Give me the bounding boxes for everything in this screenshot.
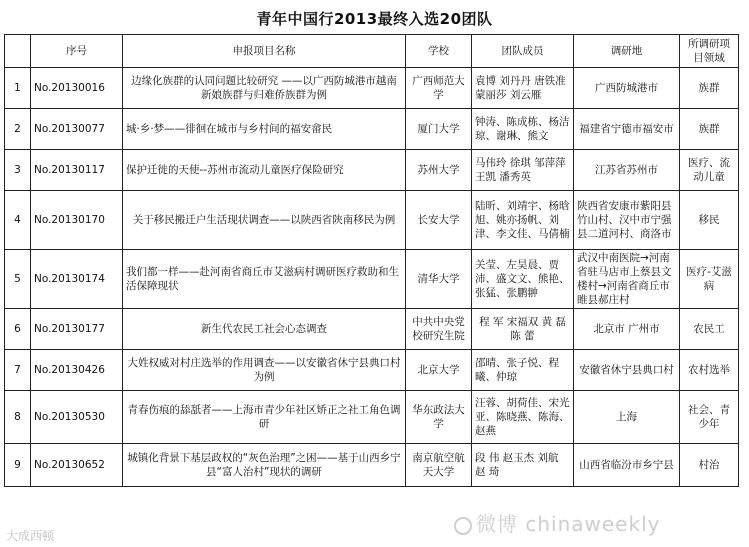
cell-serial: No.20130077	[31, 109, 123, 150]
header-field: 所调研项目领域	[680, 35, 739, 68]
cell-project: 保护迁徙的天使--苏州市流动儿童医疗保险研究	[123, 150, 406, 191]
cell-index: 9	[5, 444, 31, 487]
cell-school: 北京大学	[406, 350, 472, 391]
cell-serial: No.20130177	[31, 309, 123, 350]
cell-field: 社会、青少年	[680, 391, 739, 444]
cell-members: 钟涛、陈成栋、杨洁琼、谢琳、熊文	[472, 109, 574, 150]
cell-location: 福建省宁德市福安市	[574, 109, 680, 150]
cell-serial: No.20130652	[31, 444, 123, 487]
cell-field: 族群	[680, 109, 739, 150]
cell-location: 山西省临汾市乡宁县	[574, 444, 680, 487]
cell-members: 邵晴、张子悦、程曦、仲琼	[472, 350, 574, 391]
cell-project: 大姓权威对村庄选举的作用调查——以安徽省休宁县典口村为例	[123, 350, 406, 391]
table-row	[5, 191, 739, 250]
table-row	[5, 109, 739, 150]
cell-field: 村治	[680, 444, 739, 487]
cell-serial: No.20130117	[31, 150, 123, 191]
cell-school: 华东政法大学	[406, 391, 472, 444]
table-row	[5, 350, 739, 391]
watermark-right-text: 微博 chinaweekly	[476, 512, 661, 536]
cell-index: 3	[5, 150, 31, 191]
cell-project: 关于移民搬迁户生活现状调查——以陕西省陕南移民为例	[123, 191, 406, 250]
table-row	[5, 250, 739, 309]
weibo-icon	[454, 517, 472, 535]
cell-members	[472, 250, 574, 309]
cell-field: 农民工	[680, 309, 739, 350]
cell-index: 4	[5, 191, 31, 250]
members-text: 关莹、左昊晨、贾沛、盛文文、熊艳、张猛、张鹏翀	[475, 259, 570, 299]
header-members: 团队成员	[472, 35, 574, 68]
cell-field: 族群	[680, 68, 739, 109]
cell-school: 长安大学	[406, 191, 472, 250]
cell-members: 马伟玲 徐琪 邹萍萍 王凯 潘秀英	[472, 150, 574, 191]
cell-index: 5	[5, 250, 31, 309]
cell-school: 清华大学	[406, 250, 472, 309]
cell-school: 南京航空航天大学	[406, 444, 472, 487]
cell-serial: No.20130174	[31, 250, 123, 309]
cell-school: 中共中央党校研究生院	[406, 309, 472, 350]
cell-project: 边缘化族群的认同问题比较研究 ——以广西防城港市越南新娘族群与归难侨族群为例	[123, 68, 406, 109]
cell-members: 袁博 刘丹丹 唐铁准 蒙丽莎 刘云雁	[472, 68, 574, 109]
cell-location: 安徽省休宁县典口村	[574, 350, 680, 391]
cell-location	[574, 191, 680, 250]
cell-project: 我们都一样——赴河南省商丘市艾滋病村调研医疗救助和生活保障现状	[123, 250, 406, 309]
cell-field: 农村选举	[680, 350, 739, 391]
table-row	[5, 391, 739, 444]
cell-field: 医疗、流动儿童	[680, 150, 739, 191]
cell-index: 6	[5, 309, 31, 350]
cell-index: 7	[5, 350, 31, 391]
cell-school: 广西师范大学	[406, 68, 472, 109]
cell-index: 2	[5, 109, 31, 150]
table-row	[5, 68, 739, 109]
table-header-row	[5, 35, 739, 68]
cell-location: 上海	[574, 391, 680, 444]
cell-index: 1	[5, 68, 31, 109]
cell-location	[574, 250, 680, 309]
cell-members: 段 伟 赵玉杰 刘航 赵 琦	[472, 444, 574, 487]
cell-serial: No.20130016	[31, 68, 123, 109]
teams-table	[4, 34, 739, 487]
watermark-left: 大成西顿	[6, 529, 55, 543]
cell-location: 江苏省苏州市	[574, 150, 680, 191]
table-row	[5, 150, 739, 191]
table-row	[5, 309, 739, 350]
cell-location: 北京市 广州市	[574, 309, 680, 350]
cell-project: 新生代农民工社会心态调查	[123, 309, 406, 350]
cell-project: 城镇化背景下基层政权的“灰色治理”之困——基于山西乡宁县“富人治村”现状的调研	[123, 444, 406, 487]
cell-project: 城·乡·梦——徘徊在城市与乡村间的福安畲民	[123, 109, 406, 150]
cell-serial: No.20130170	[31, 191, 123, 250]
cell-location: 广西防城港市	[574, 68, 680, 109]
header-school: 学校	[406, 35, 472, 68]
location-text: 陕西省安康市紫阳县竹山村、汉中市宁强县二道河村、商洛市	[577, 200, 672, 240]
header-index	[5, 35, 31, 68]
cell-field: 移民	[680, 191, 739, 250]
cell-field: 医疗-艾滋病	[680, 250, 739, 309]
header-location: 调研地	[574, 35, 680, 68]
cell-members: 汪蓉、胡荷佳、宋光亚、陈晓燕、陈海、赵燕	[472, 391, 574, 444]
cell-school: 苏州大学	[406, 150, 472, 191]
cell-members	[472, 191, 574, 250]
cell-members: 程 军 宋福双 黄 磊 陈 蕾	[472, 309, 574, 350]
location-text: 武汉中南医院→河南省驻马店市上蔡县文楼村→河南省商丘市睢县郝庄村	[577, 252, 672, 306]
header-serial: 序号	[31, 35, 123, 68]
cell-serial: No.20130426	[31, 350, 123, 391]
header-project: 申报项目名称	[123, 35, 406, 68]
cell-project: 青春伤痕的舔舐者——上海市青少年社区矫正之社工角色调研	[123, 391, 406, 444]
cell-school: 厦门大学	[406, 109, 472, 150]
cell-index: 8	[5, 391, 31, 444]
table-row	[5, 444, 739, 487]
page-title: 青年中国行2013最终入选20团队	[256, 10, 493, 28]
watermark-right	[454, 508, 660, 537]
members-text: 陆昕、刘靖宇、杨晗旭、姚亦扬帆、刘津、李文佳、马倩楠	[475, 200, 570, 240]
cell-serial: No.20130530	[31, 391, 123, 444]
